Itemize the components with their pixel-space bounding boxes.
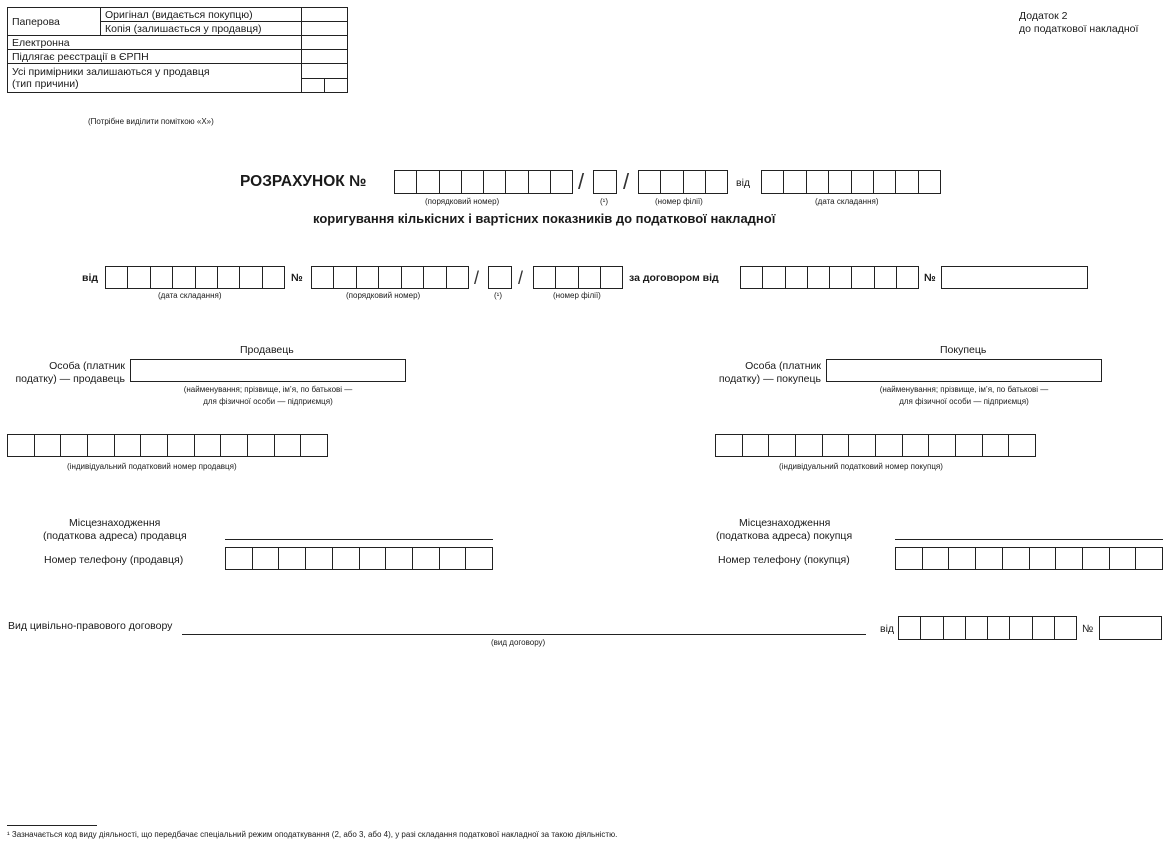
char-cell[interactable]: [8, 435, 35, 456]
calc-serial-number-field[interactable]: [394, 170, 573, 194]
buyer-name-cap-line1: (найменування; прізвище, ім’я, по батькові —: [879, 385, 1049, 394]
separator-slash: /: [474, 268, 480, 288]
char-cell[interactable]: [402, 267, 424, 288]
seller-ipn-field[interactable]: [7, 434, 328, 457]
char-cell[interactable]: [141, 435, 168, 456]
title-from-label: від: [736, 177, 751, 189]
contract-date-field[interactable]: [740, 266, 919, 289]
calc-activity-code-field[interactable]: [593, 170, 617, 194]
char-cell[interactable]: [1009, 435, 1035, 456]
char-cell[interactable]: [944, 617, 966, 639]
char-cell[interactable]: [966, 617, 988, 639]
char-cell[interactable]: [830, 267, 852, 288]
char-cell[interactable]: [279, 548, 306, 569]
electronic-checkbox[interactable]: [302, 36, 348, 50]
separator-slash: /: [518, 268, 524, 288]
cap-serial-number: (порядковий номер): [425, 197, 500, 206]
char-cell[interactable]: [301, 435, 327, 456]
copy-label: Копія (залишається у продавця): [101, 22, 302, 36]
char-cell[interactable]: [312, 267, 334, 288]
char-cell[interactable]: [1083, 548, 1110, 569]
char-cell[interactable]: [35, 435, 62, 456]
reason-type-cell-2[interactable]: [325, 78, 348, 93]
char-cell[interactable]: [684, 171, 706, 193]
char-cell[interactable]: [1033, 617, 1055, 639]
char-cell[interactable]: [556, 267, 578, 288]
buyer-name-field[interactable]: [826, 359, 1102, 382]
seller-phone-field[interactable]: [225, 547, 493, 570]
seller-address-field[interactable]: [225, 539, 493, 540]
appendix-line1: Додаток 2: [1019, 10, 1068, 22]
calc-date-field[interactable]: [761, 170, 941, 194]
appendix-line2: до податкової накладної: [1019, 23, 1139, 35]
paper-label: Паперова: [8, 8, 101, 36]
char-cell[interactable]: [741, 267, 763, 288]
char-cell[interactable]: [534, 267, 556, 288]
char-cell[interactable]: [379, 267, 401, 288]
buyer-phone-field[interactable]: [895, 547, 1163, 570]
char-cell[interactable]: [823, 435, 850, 456]
buyer-ipn-cap: (індивідуальний податковий номер покупця): [779, 462, 943, 471]
char-cell[interactable]: [253, 548, 280, 569]
contract-from-label: за договором від: [629, 272, 719, 284]
char-cell[interactable]: [506, 171, 528, 193]
char-cell[interactable]: [484, 171, 506, 193]
contract-type-label: Вид цивільно-правового договору: [8, 620, 173, 632]
char-cell[interactable]: [956, 435, 983, 456]
cap-activity-code: (¹): [600, 197, 608, 206]
seller-address-line1: Місцезнаходження: [69, 517, 161, 529]
char-cell[interactable]: [852, 171, 874, 193]
cap-invoice-date: (дата складання): [158, 291, 222, 300]
buyer-person-line1: Особа (платник: [745, 360, 821, 372]
char-cell[interactable]: [357, 267, 379, 288]
char-cell[interactable]: [151, 267, 173, 288]
footnote-divider: [7, 825, 97, 826]
buyer-address-line2: (податкова адреса) покупця: [716, 530, 853, 542]
char-cell[interactable]: [248, 435, 275, 456]
document-type-table: [7, 7, 348, 93]
all-copies-label: Усі примірники залишаються у продавця: [12, 66, 210, 78]
char-cell[interactable]: [417, 171, 439, 193]
seller-person-line1: Особа (платник: [49, 360, 125, 372]
invoice-branch-number-field[interactable]: [533, 266, 623, 289]
cap-invoice-serial: (порядковий номер): [346, 291, 421, 300]
registration-label: Підлягає реєстрації в ЄРПН: [8, 50, 302, 64]
char-cell[interactable]: [128, 267, 150, 288]
separator-slash: /: [623, 169, 630, 194]
char-cell[interactable]: [786, 267, 808, 288]
seller-phone-label: Номер телефону (продавця): [44, 554, 184, 566]
char-cell[interactable]: [716, 435, 743, 456]
buyer-phone-label: Номер телефону (покупця): [718, 554, 850, 566]
char-cell[interactable]: [333, 548, 360, 569]
char-cell[interactable]: [762, 171, 784, 193]
char-cell[interactable]: [413, 548, 440, 569]
invoice-date-field[interactable]: [105, 266, 285, 289]
char-cell[interactable]: [923, 548, 950, 569]
char-cell[interactable]: [221, 435, 248, 456]
char-cell[interactable]: [275, 435, 302, 456]
char-cell[interactable]: [424, 267, 446, 288]
char-cell[interactable]: [896, 548, 923, 569]
char-cell[interactable]: [196, 267, 218, 288]
char-cell[interactable]: [466, 548, 492, 569]
char-cell[interactable]: [849, 435, 876, 456]
char-cell[interactable]: [796, 435, 823, 456]
char-cell[interactable]: [988, 617, 1010, 639]
calc-branch-number-field[interactable]: [638, 170, 728, 194]
cap-invoice-activity: (¹): [494, 291, 502, 300]
char-cell[interactable]: [876, 435, 903, 456]
char-cell[interactable]: [395, 171, 417, 193]
buyer-ipn-field[interactable]: [715, 434, 1036, 457]
char-cell[interactable]: [921, 617, 943, 639]
invoice-activity-code-field[interactable]: [488, 266, 512, 289]
char-cell[interactable]: [360, 548, 387, 569]
char-cell[interactable]: [784, 171, 806, 193]
char-cell[interactable]: [897, 267, 918, 288]
char-cell[interactable]: [949, 548, 976, 569]
char-cell[interactable]: [1056, 548, 1083, 569]
char-cell[interactable]: [334, 267, 356, 288]
seller-ipn-cap: (індивідуальний податковий номер продавця): [67, 462, 237, 471]
char-cell[interactable]: [386, 548, 413, 569]
cap-date: (дата складання): [815, 197, 879, 206]
char-cell[interactable]: [852, 267, 874, 288]
char-cell[interactable]: [1010, 617, 1032, 639]
char-cell[interactable]: [929, 435, 956, 456]
char-cell[interactable]: [661, 171, 683, 193]
original-label: Оригінал (видається покупцю): [101, 8, 302, 22]
char-cell[interactable]: [1136, 548, 1162, 569]
char-cell[interactable]: [462, 171, 484, 193]
char-cell[interactable]: [529, 171, 551, 193]
all-copies-checkbox[interactable]: [302, 64, 348, 79]
cap-invoice-branch: (номер філії): [553, 291, 601, 300]
reason-type-cell-1[interactable]: [302, 78, 325, 93]
document-subtitle: коригування кількісних і вартісних показників до податкової накладної: [313, 211, 776, 226]
char-cell[interactable]: [743, 435, 770, 456]
char-cell[interactable]: [1110, 548, 1137, 569]
char-cell[interactable]: [639, 171, 661, 193]
cap-branch-number: (номер філії): [655, 197, 703, 206]
mark-note: (Потрібне виділити поміткою «Х»): [88, 117, 214, 126]
original-checkbox[interactable]: [302, 8, 348, 22]
contract-type-number-label: №: [1082, 623, 1094, 635]
footnote-text: ¹ Зазначається код виду діяльності, що передбачає спеціальний режим оподаткування (2, або 3, або 4), у разі складання податкової накладної за такою діяльністю.: [7, 830, 618, 839]
seller-name-cap-line1: (найменування; прізвище, ім’я, по батькові —: [183, 385, 353, 394]
contract-number-label: №: [924, 272, 936, 284]
char-cell[interactable]: [88, 435, 115, 456]
char-cell[interactable]: [899, 617, 921, 639]
char-cell[interactable]: [218, 267, 240, 288]
char-cell[interactable]: [807, 171, 829, 193]
contract-date-from-label: від: [880, 623, 895, 635]
char-cell[interactable]: [976, 548, 1003, 569]
char-cell[interactable]: [875, 267, 897, 288]
char-cell[interactable]: [769, 435, 796, 456]
contract-type-number-field[interactable]: [1099, 616, 1162, 640]
char-cell[interactable]: [808, 267, 830, 288]
contract-number-field[interactable]: [941, 266, 1088, 289]
char-cell[interactable]: [903, 435, 930, 456]
separator-slash: /: [578, 169, 585, 194]
invoice-from-label: від: [82, 272, 99, 284]
char-cell[interactable]: [240, 267, 262, 288]
char-cell[interactable]: [115, 435, 142, 456]
contract-type-field[interactable]: [182, 634, 866, 635]
char-cell[interactable]: [874, 171, 896, 193]
char-cell[interactable]: [306, 548, 333, 569]
document-title: РОЗРАХУНОК №: [240, 173, 367, 190]
char-cell[interactable]: [440, 548, 467, 569]
buyer-address-line1: Місцезнаходження: [739, 517, 831, 529]
char-cell[interactable]: [1055, 617, 1076, 639]
contract-type-cap: (вид договору): [491, 638, 546, 647]
buyer-person-line2: податку) — покупець: [718, 373, 821, 385]
char-cell[interactable]: [601, 267, 622, 288]
copy-checkbox[interactable]: [302, 22, 348, 36]
char-cell[interactable]: [61, 435, 88, 456]
electronic-label: Електронна: [8, 36, 302, 50]
buyer-address-field[interactable]: [895, 539, 1163, 540]
char-cell[interactable]: [983, 435, 1010, 456]
char-cell[interactable]: [1030, 548, 1057, 569]
reason-type-label: (тип причини): [12, 78, 79, 90]
buyer-name-cap-line2: для фізичної особи — підприємця): [899, 397, 1029, 406]
invoice-number-label: №: [291, 272, 303, 284]
char-cell[interactable]: [706, 171, 727, 193]
char-cell[interactable]: [440, 171, 462, 193]
char-cell[interactable]: [106, 267, 128, 288]
char-cell[interactable]: [551, 171, 572, 193]
char-cell[interactable]: [1003, 548, 1030, 569]
char-cell[interactable]: [263, 267, 284, 288]
char-cell[interactable]: [195, 435, 222, 456]
seller-person-line2: податку) — продавець: [15, 373, 125, 385]
char-cell[interactable]: [226, 548, 253, 569]
char-cell[interactable]: [168, 435, 195, 456]
seller-name-cap-line2: для фізичної особи — підприємця): [203, 397, 333, 406]
seller-name-field[interactable]: [130, 359, 406, 382]
char-cell[interactable]: [896, 171, 918, 193]
seller-address-line2: (податкова адреса) продавця: [43, 530, 187, 542]
char-cell[interactable]: [447, 267, 468, 288]
invoice-serial-number-field[interactable]: [311, 266, 469, 289]
char-cell[interactable]: [919, 171, 940, 193]
registration-checkbox[interactable]: [302, 50, 348, 64]
char-cell[interactable]: [829, 171, 851, 193]
seller-heading: Продавець: [240, 344, 294, 356]
contract-type-date-field[interactable]: [898, 616, 1077, 640]
buyer-heading: Покупець: [940, 344, 987, 356]
char-cell[interactable]: [763, 267, 785, 288]
char-cell[interactable]: [579, 267, 601, 288]
char-cell[interactable]: [173, 267, 195, 288]
